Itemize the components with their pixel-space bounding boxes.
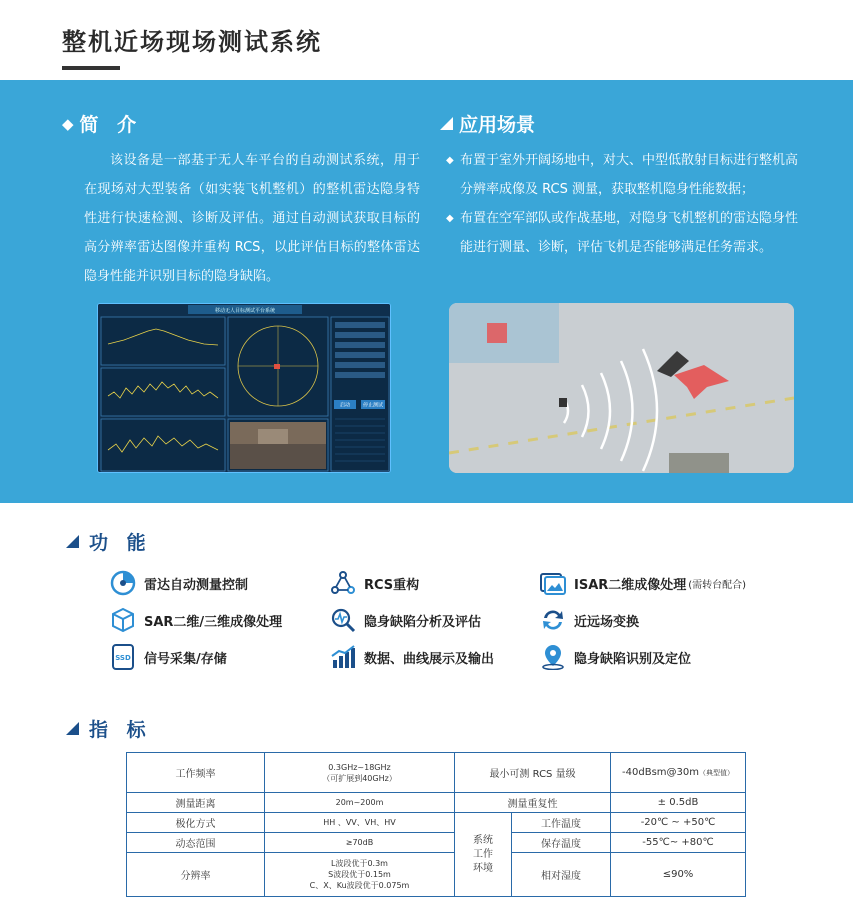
page-title: 整机近场现场测试系统 — [62, 28, 322, 56]
function-item-radar-control: 雷达自动测量控制 — [110, 570, 248, 596]
intro-text: 该设备是一部基于无人车平台的自动测试系统，用于在现场对大型装备（如实装飞机整机）的整机雷达隐身特性进行快速检测、诊断及评估。通过自动测试获取目标的高分辨率雷达图像并重构 RCS，以此评估目标的整体雷达隐身性能并识别目标的隐身缺陷。 — [84, 153, 420, 284]
list-item: ◆ 布置于室外开阔场地中，对大、中型低散射目标进行整机高分辨率成像及 RCS 测量，获取整机隐身性能数据； — [446, 146, 798, 204]
function-item-isar: ISAR二维成像处理 (需转台配合) — [540, 570, 746, 596]
defect-analysis-icon — [330, 607, 356, 633]
diamond-bullet-icon: ◆ — [446, 213, 454, 224]
function-item-defect-analysis: 隐身缺陷分析及评估 — [330, 607, 481, 633]
application-heading-label: 应用场景 — [459, 114, 536, 136]
table-row: 工作频率 0.3GHz~18GHz （可扩展到40GHz） 最小可测 RCS 量级 -40dBsm@30m（典型值） — [127, 753, 746, 793]
application-heading — [440, 110, 535, 137]
function-item-signal-storage: SSD 信号采集/存储 — [110, 644, 227, 670]
intro-heading-label: 简 介 — [79, 114, 143, 136]
table-row: 动态范围 ≥70dB 保存温度 -55℃~ +80℃ — [127, 833, 746, 853]
ssd-storage-icon — [110, 644, 136, 670]
screen-stop-button: 停止测试 — [362, 402, 384, 409]
application-scene-image — [449, 303, 794, 473]
title-underline — [62, 66, 120, 70]
function-item-field-transform: 近远场变换 — [540, 607, 639, 633]
specs-heading-label: 指 标 — [89, 719, 152, 741]
screen-start-button: 启动 — [339, 402, 351, 409]
software-screenshot — [97, 303, 391, 473]
title-block — [62, 22, 322, 57]
application-list — [446, 146, 798, 262]
scene-graphic — [449, 303, 794, 473]
field-transform-icon — [540, 607, 566, 633]
triangle-icon — [66, 722, 79, 735]
intro-heading — [62, 110, 142, 137]
diamond-bullet-icon: ◆ — [446, 155, 454, 166]
radar-control-icon — [110, 570, 136, 596]
table-row: 极化方式 HH 、VV、VH、HV 系统 工作 环境 工作温度 -20℃ ~ +50℃ — [127, 813, 746, 833]
list-item: ◆ 布置在空军部队或作战基地，对隐身飞机整机的雷达隐身性能进行测量、诊断，评估飞机是否能够满足任务需求。 — [446, 204, 798, 262]
function-item-data-display: 数据、曲线展示及输出 — [330, 644, 494, 670]
function-item-rcs: RCS重构 — [330, 570, 419, 596]
table-row: 分辨率 L波段优于0.3m S波段优于0.15m C、X、Ku波段优于0.075m 相对湿度 ≤90% — [127, 853, 746, 897]
triangle-icon — [66, 535, 79, 548]
specs-table — [126, 752, 746, 897]
specs-heading — [66, 715, 152, 742]
rcs-reconstruct-icon — [330, 570, 356, 596]
function-item-defect-location: 隐身缺陷识别及定位 — [540, 644, 691, 670]
screen-title: 移动无人目标测试平台系统 — [214, 308, 276, 314]
triangle-icon — [440, 117, 453, 130]
functions-heading-label: 功 能 — [89, 532, 152, 554]
function-item-sar: SAR二维/三维成像处理 — [110, 607, 282, 633]
diamond-icon: ◆ — [62, 114, 74, 133]
table-row: 测量距离 20m~200m 测量重复性 ± 0.5dB — [127, 793, 746, 813]
software-screenshot-graphic — [98, 304, 391, 473]
sar-cube-icon — [110, 607, 136, 633]
isar-imaging-icon — [540, 570, 566, 596]
functions-heading — [66, 528, 152, 555]
location-pin-icon — [540, 644, 566, 670]
bar-chart-icon — [330, 644, 356, 670]
svg-text:SSD: SSD — [115, 654, 131, 662]
